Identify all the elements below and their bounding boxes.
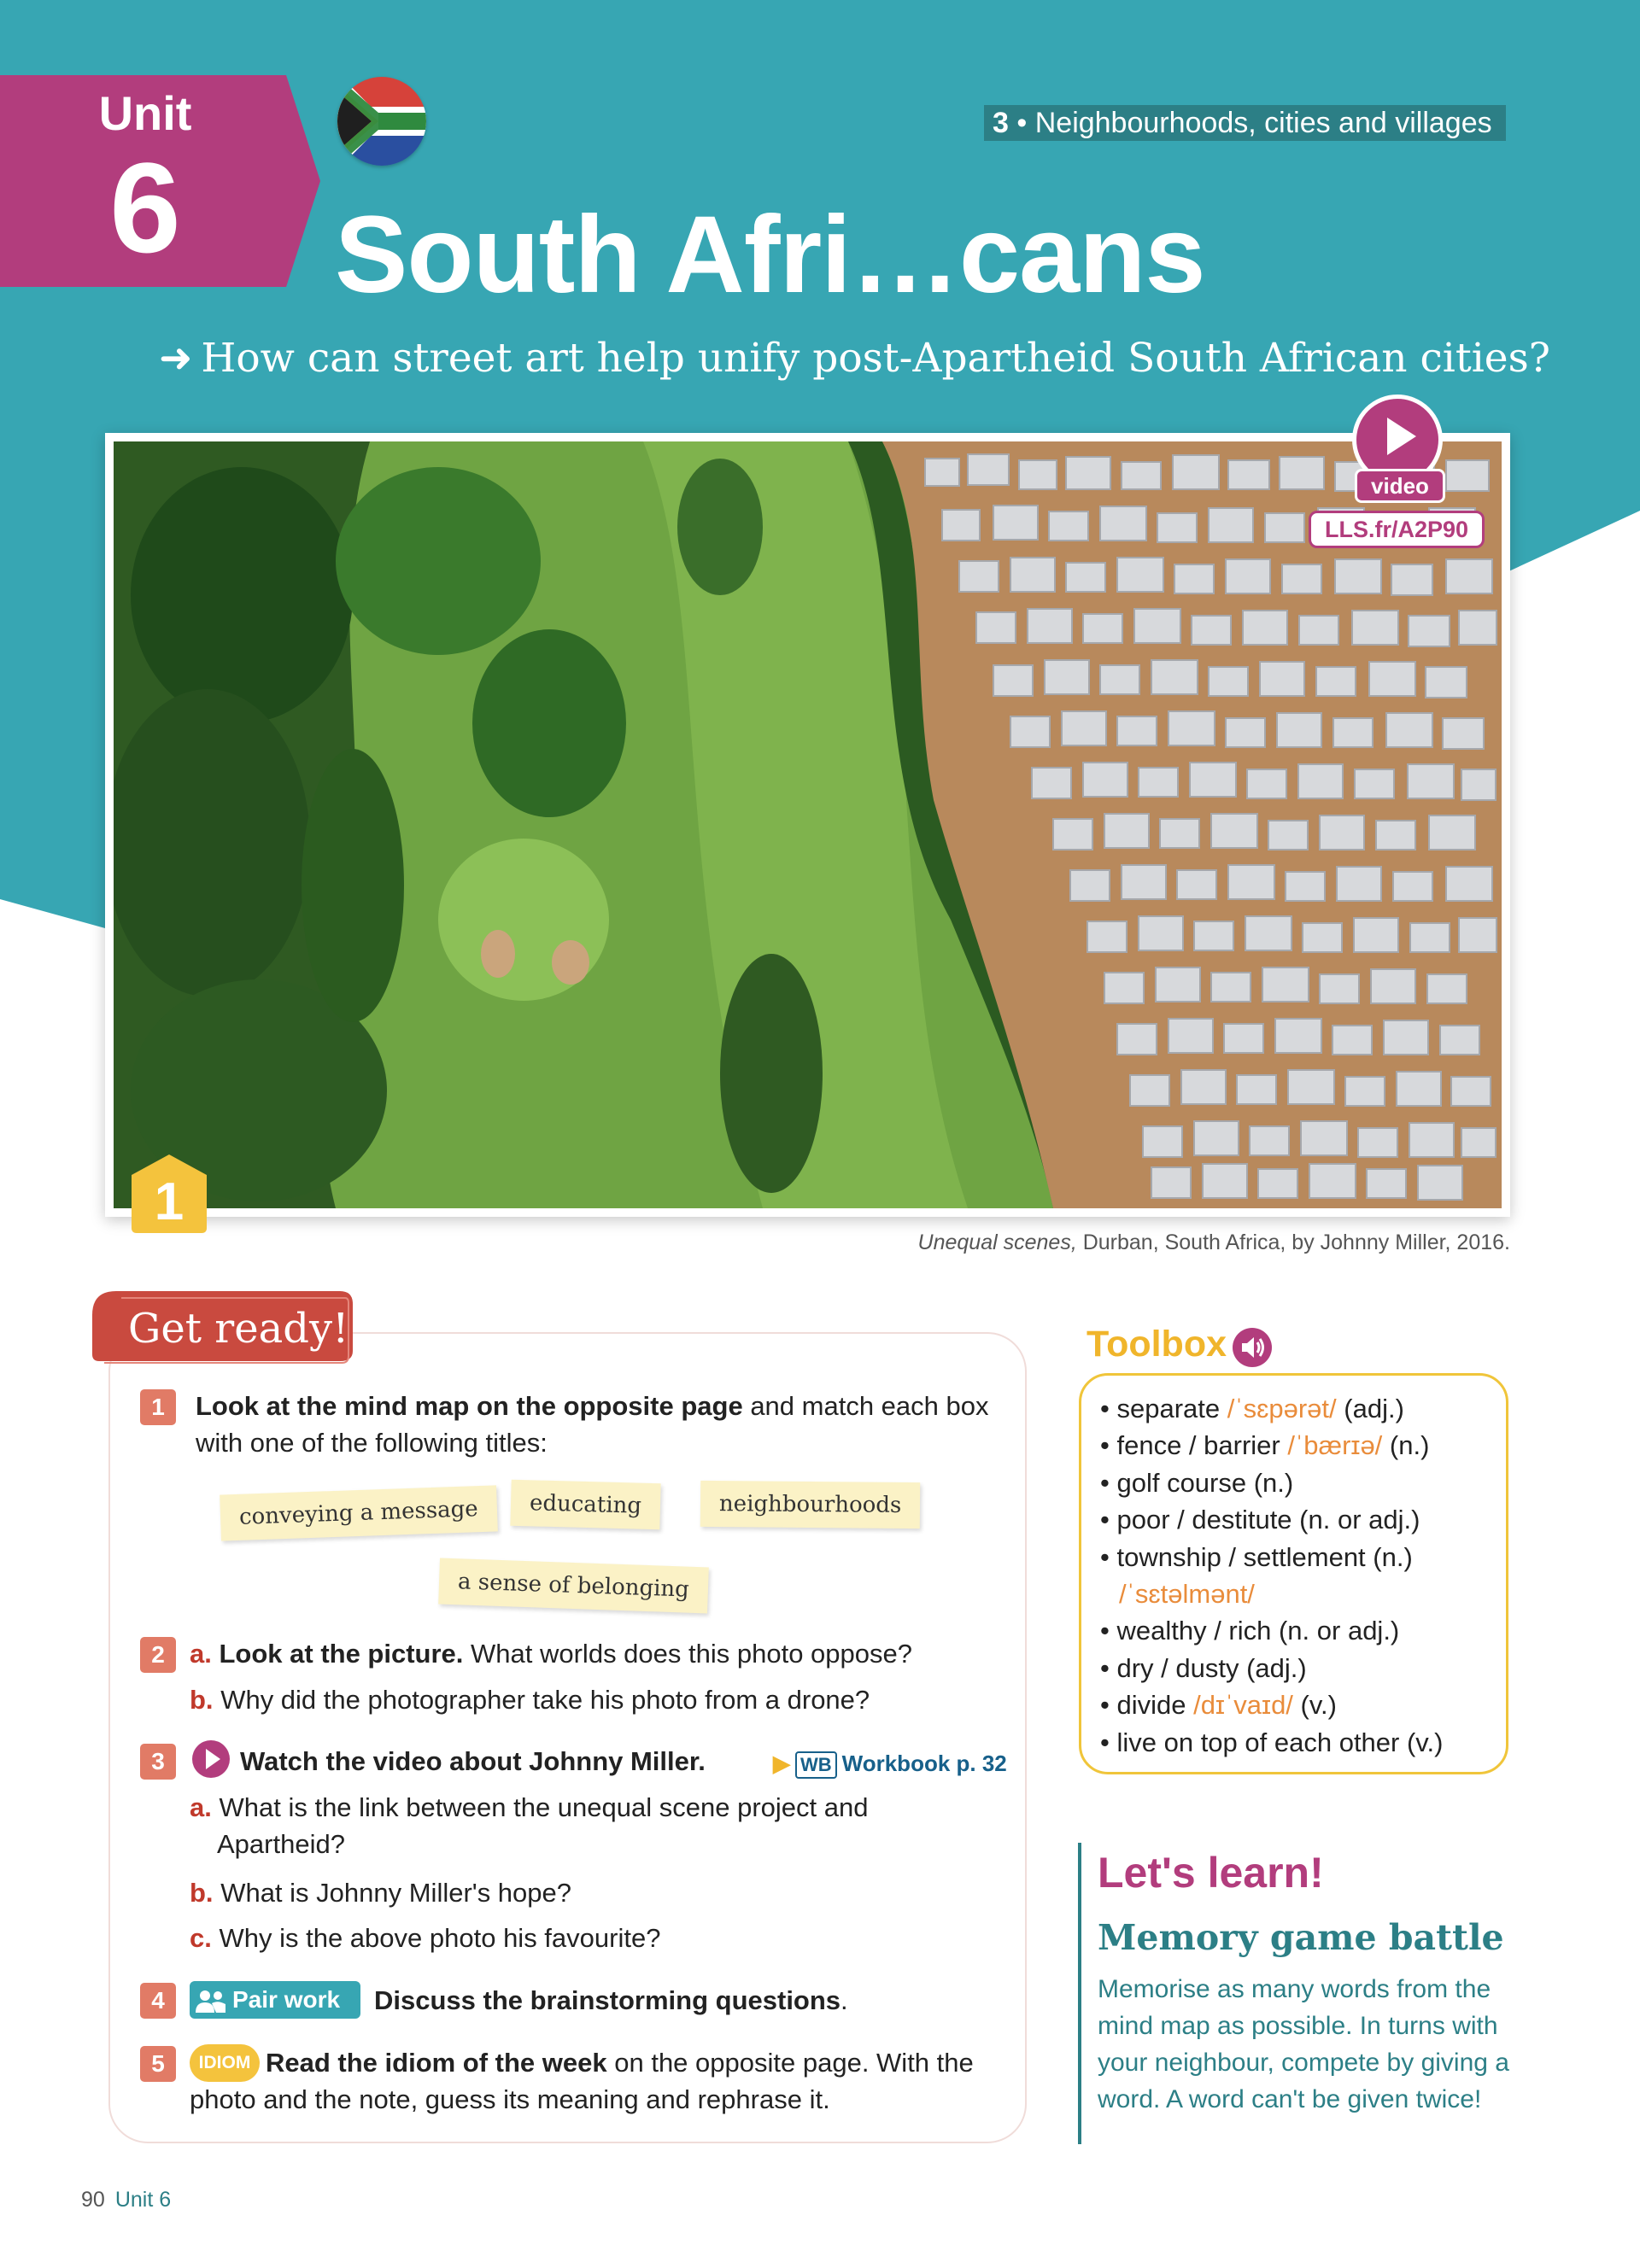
- toolbox-pos: (n.): [1365, 1541, 1413, 1572]
- toolbox-item: [1100, 1612, 1502, 1649]
- question-1-bold: Look at the mind map on the opposite page: [196, 1391, 743, 1421]
- question-3-bold: Watch the video about Johnny Miller.: [240, 1746, 706, 1776]
- unit-question: [159, 335, 1550, 382]
- toolbox-word: separate: [1116, 1394, 1221, 1423]
- aerial-photo: [114, 441, 1502, 1208]
- bullet: •: [1100, 1652, 1117, 1683]
- workbook-icon: WB: [795, 1751, 837, 1779]
- question-5-text: [266, 2044, 1017, 2081]
- speaker-icon[interactable]: [1233, 1328, 1272, 1367]
- toolbox-word: live on top of each other: [1116, 1727, 1400, 1757]
- photo-frame: [105, 433, 1510, 1217]
- label-a: a.: [190, 1792, 212, 1822]
- caption-title: Unequal scenes,: [917, 1230, 1077, 1254]
- toolbox-item: [1100, 1650, 1502, 1686]
- badge-number: 1: [154, 1172, 184, 1231]
- triangle-icon: ▶: [773, 1751, 790, 1776]
- toolbox-item: [1100, 1390, 1502, 1427]
- label-c: c.: [190, 1923, 212, 1953]
- idiom-badge: IDIOM: [190, 2044, 260, 2082]
- toolbox-phonetic: /ˈsɛpərət/: [1220, 1394, 1337, 1423]
- toolbox-word: divide: [1116, 1690, 1186, 1721]
- toolbox-phonetic: /ˈbærɪə/: [1280, 1430, 1383, 1461]
- label-b: b.: [190, 1685, 214, 1715]
- lets-learn-bar: [1078, 1843, 1081, 2144]
- toolbox-phonetic: /ˈsɛtəlmənt/: [1119, 1579, 1255, 1610]
- question-2b-text: Why did the photographer take his photo from a drone?: [220, 1685, 870, 1715]
- toolbox-pos: (v.): [1292, 1690, 1337, 1721]
- toolbox-list: [1100, 1390, 1502, 1761]
- get-ready-title: Get ready!: [128, 1305, 349, 1353]
- toolbox-item: [1100, 1724, 1502, 1761]
- play-icon: [1387, 418, 1416, 455]
- arrow-icon: ➜: [159, 335, 193, 382]
- chapter-number: 3: [993, 107, 1009, 139]
- caption-text: Durban, South Africa, by Johnny Miller, 2016.: [1076, 1230, 1510, 1254]
- question-2a-rest: What worlds does this photo oppose?: [463, 1639, 912, 1669]
- label-b: b.: [190, 1878, 214, 1908]
- question-3b: [190, 1874, 1010, 1911]
- question-number-5: 5: [140, 2046, 176, 2082]
- bullet: •: [1100, 1467, 1117, 1498]
- question-number-4: 4: [140, 1983, 176, 2019]
- toolbox-item: [1100, 1464, 1502, 1501]
- bullet: •: [1100, 1541, 1117, 1572]
- toolbox-pos: (adj.): [1336, 1394, 1404, 1423]
- question-number-2: 2: [140, 1637, 176, 1673]
- workbook-page: Workbook p. 32: [841, 1751, 1007, 1776]
- toolbox-word: wealthy / rich: [1116, 1616, 1272, 1646]
- question-5-bold: Read the idiom of the week: [266, 2048, 607, 2078]
- toolbox-pos: (n.): [1382, 1430, 1430, 1461]
- lets-learn-subtitle: Memory game battle: [1098, 1917, 1504, 1958]
- toolbox-item: [1100, 1686, 1502, 1723]
- pair-work-label: Pair work: [232, 1986, 341, 2013]
- toolbox-word: golf course: [1116, 1467, 1247, 1498]
- toolbox-item: [1100, 1575, 1502, 1612]
- chapter-title: • Neighbourhoods, cities and villages: [1016, 107, 1492, 139]
- lets-learn-text: Memorise as many words from the mind map as possible. In turns with your neighbour, compete by giving a word. A word can't be given twice!: [1098, 1975, 1509, 2113]
- question-4-end: .: [840, 1985, 848, 2015]
- question-1-rest: and match each box: [742, 1391, 989, 1421]
- toolbox-word: fence / barrier: [1116, 1430, 1280, 1461]
- label-a: a.: [190, 1639, 212, 1669]
- page-footer: [81, 2188, 171, 2212]
- question-2a-bold: Look at the picture.: [219, 1639, 464, 1669]
- bullet: •: [1100, 1727, 1117, 1757]
- page-title: South Afri…cans: [335, 194, 1205, 316]
- footer-unit: Unit 6: [114, 2188, 172, 2212]
- toolbox-word: dry / dusty: [1116, 1652, 1239, 1683]
- question-1-text: [196, 1388, 1007, 1461]
- people-icon: [190, 1981, 232, 2019]
- question-number-1: 1: [140, 1389, 176, 1425]
- bullet: •: [1100, 1430, 1117, 1461]
- video-link[interactable]: LLS.fr/A2P90: [1309, 511, 1485, 548]
- toolbox-pos: (n.): [1246, 1467, 1294, 1498]
- question-3a-line2: Apartheid?: [217, 1829, 345, 1859]
- pair-work-badge: [190, 1981, 360, 2019]
- question-3c: [190, 1920, 1010, 1956]
- document-number-badge: [128, 1153, 210, 1235]
- sticky-note: conveying a message: [220, 1485, 497, 1540]
- sticky-note: educating: [510, 1480, 660, 1530]
- unit-number: 6: [109, 136, 181, 279]
- question-3a: [190, 1789, 1010, 1862]
- question-4-text: [374, 1982, 848, 2019]
- question-3-text: [240, 1743, 706, 1780]
- question-2a: [190, 1635, 1010, 1672]
- unit-label: Unit: [98, 86, 192, 140]
- play-icon: [206, 1749, 220, 1769]
- toolbox-item: [1100, 1501, 1502, 1538]
- bullet: •: [1100, 1690, 1117, 1721]
- photo-caption: [769, 1230, 1510, 1255]
- page-number: 90: [81, 2188, 105, 2212]
- toolbox-pos: (n. or adj.): [1292, 1505, 1420, 1535]
- south-africa-flag-icon: [337, 77, 426, 166]
- sticky-note: a sense of belonging: [438, 1558, 709, 1614]
- question-2b: [190, 1681, 1010, 1718]
- toolbox-item: [1100, 1539, 1502, 1575]
- workbook-reference[interactable]: [773, 1751, 1007, 1779]
- chapter-tag: [984, 105, 1506, 141]
- question-number-3: 3: [140, 1744, 176, 1780]
- unit-question-text: How can street art help unify post-Apartheid South African cities?: [201, 335, 1550, 382]
- bullet: •: [1100, 1616, 1117, 1646]
- toolbox-word: township / settlement: [1116, 1541, 1366, 1572]
- question-3c-text: Why is the above photo his favourite?: [219, 1923, 661, 1953]
- toolbox-phonetic: /dɪˈvaɪd/: [1186, 1690, 1293, 1721]
- question-3b-text: What is Johnny Miller's hope?: [220, 1878, 572, 1908]
- lets-learn-title: Let's learn!: [1098, 1849, 1324, 1897]
- bullet: •: [1100, 1394, 1117, 1423]
- sticky-note: neighbourhoods: [700, 1481, 921, 1529]
- toolbox-word: poor / destitute: [1116, 1505, 1292, 1535]
- video-label[interactable]: video: [1355, 469, 1445, 503]
- toolbox-pos: (adj.): [1239, 1652, 1307, 1683]
- video-play-icon[interactable]: [192, 1740, 230, 1778]
- question-4-bold: Discuss the brainstorming questions: [374, 1985, 841, 2015]
- question-5-rest: on the opposite page. With the: [606, 2048, 974, 2078]
- question-5-line2: photo and the note, guess its meaning and rephrase it.: [190, 2084, 830, 2114]
- question-3a-text: What is the link between the unequal scene project and: [219, 1792, 869, 1822]
- bullet: •: [1100, 1505, 1117, 1535]
- toolbox-pos: (n. or adj.): [1271, 1616, 1400, 1646]
- toolbox-title: Toolbox: [1086, 1324, 1227, 1365]
- toolbox-pos: (v.): [1399, 1727, 1444, 1757]
- toolbox-item: [1100, 1427, 1502, 1464]
- question-1-line2: with one of the following titles:: [196, 1428, 548, 1458]
